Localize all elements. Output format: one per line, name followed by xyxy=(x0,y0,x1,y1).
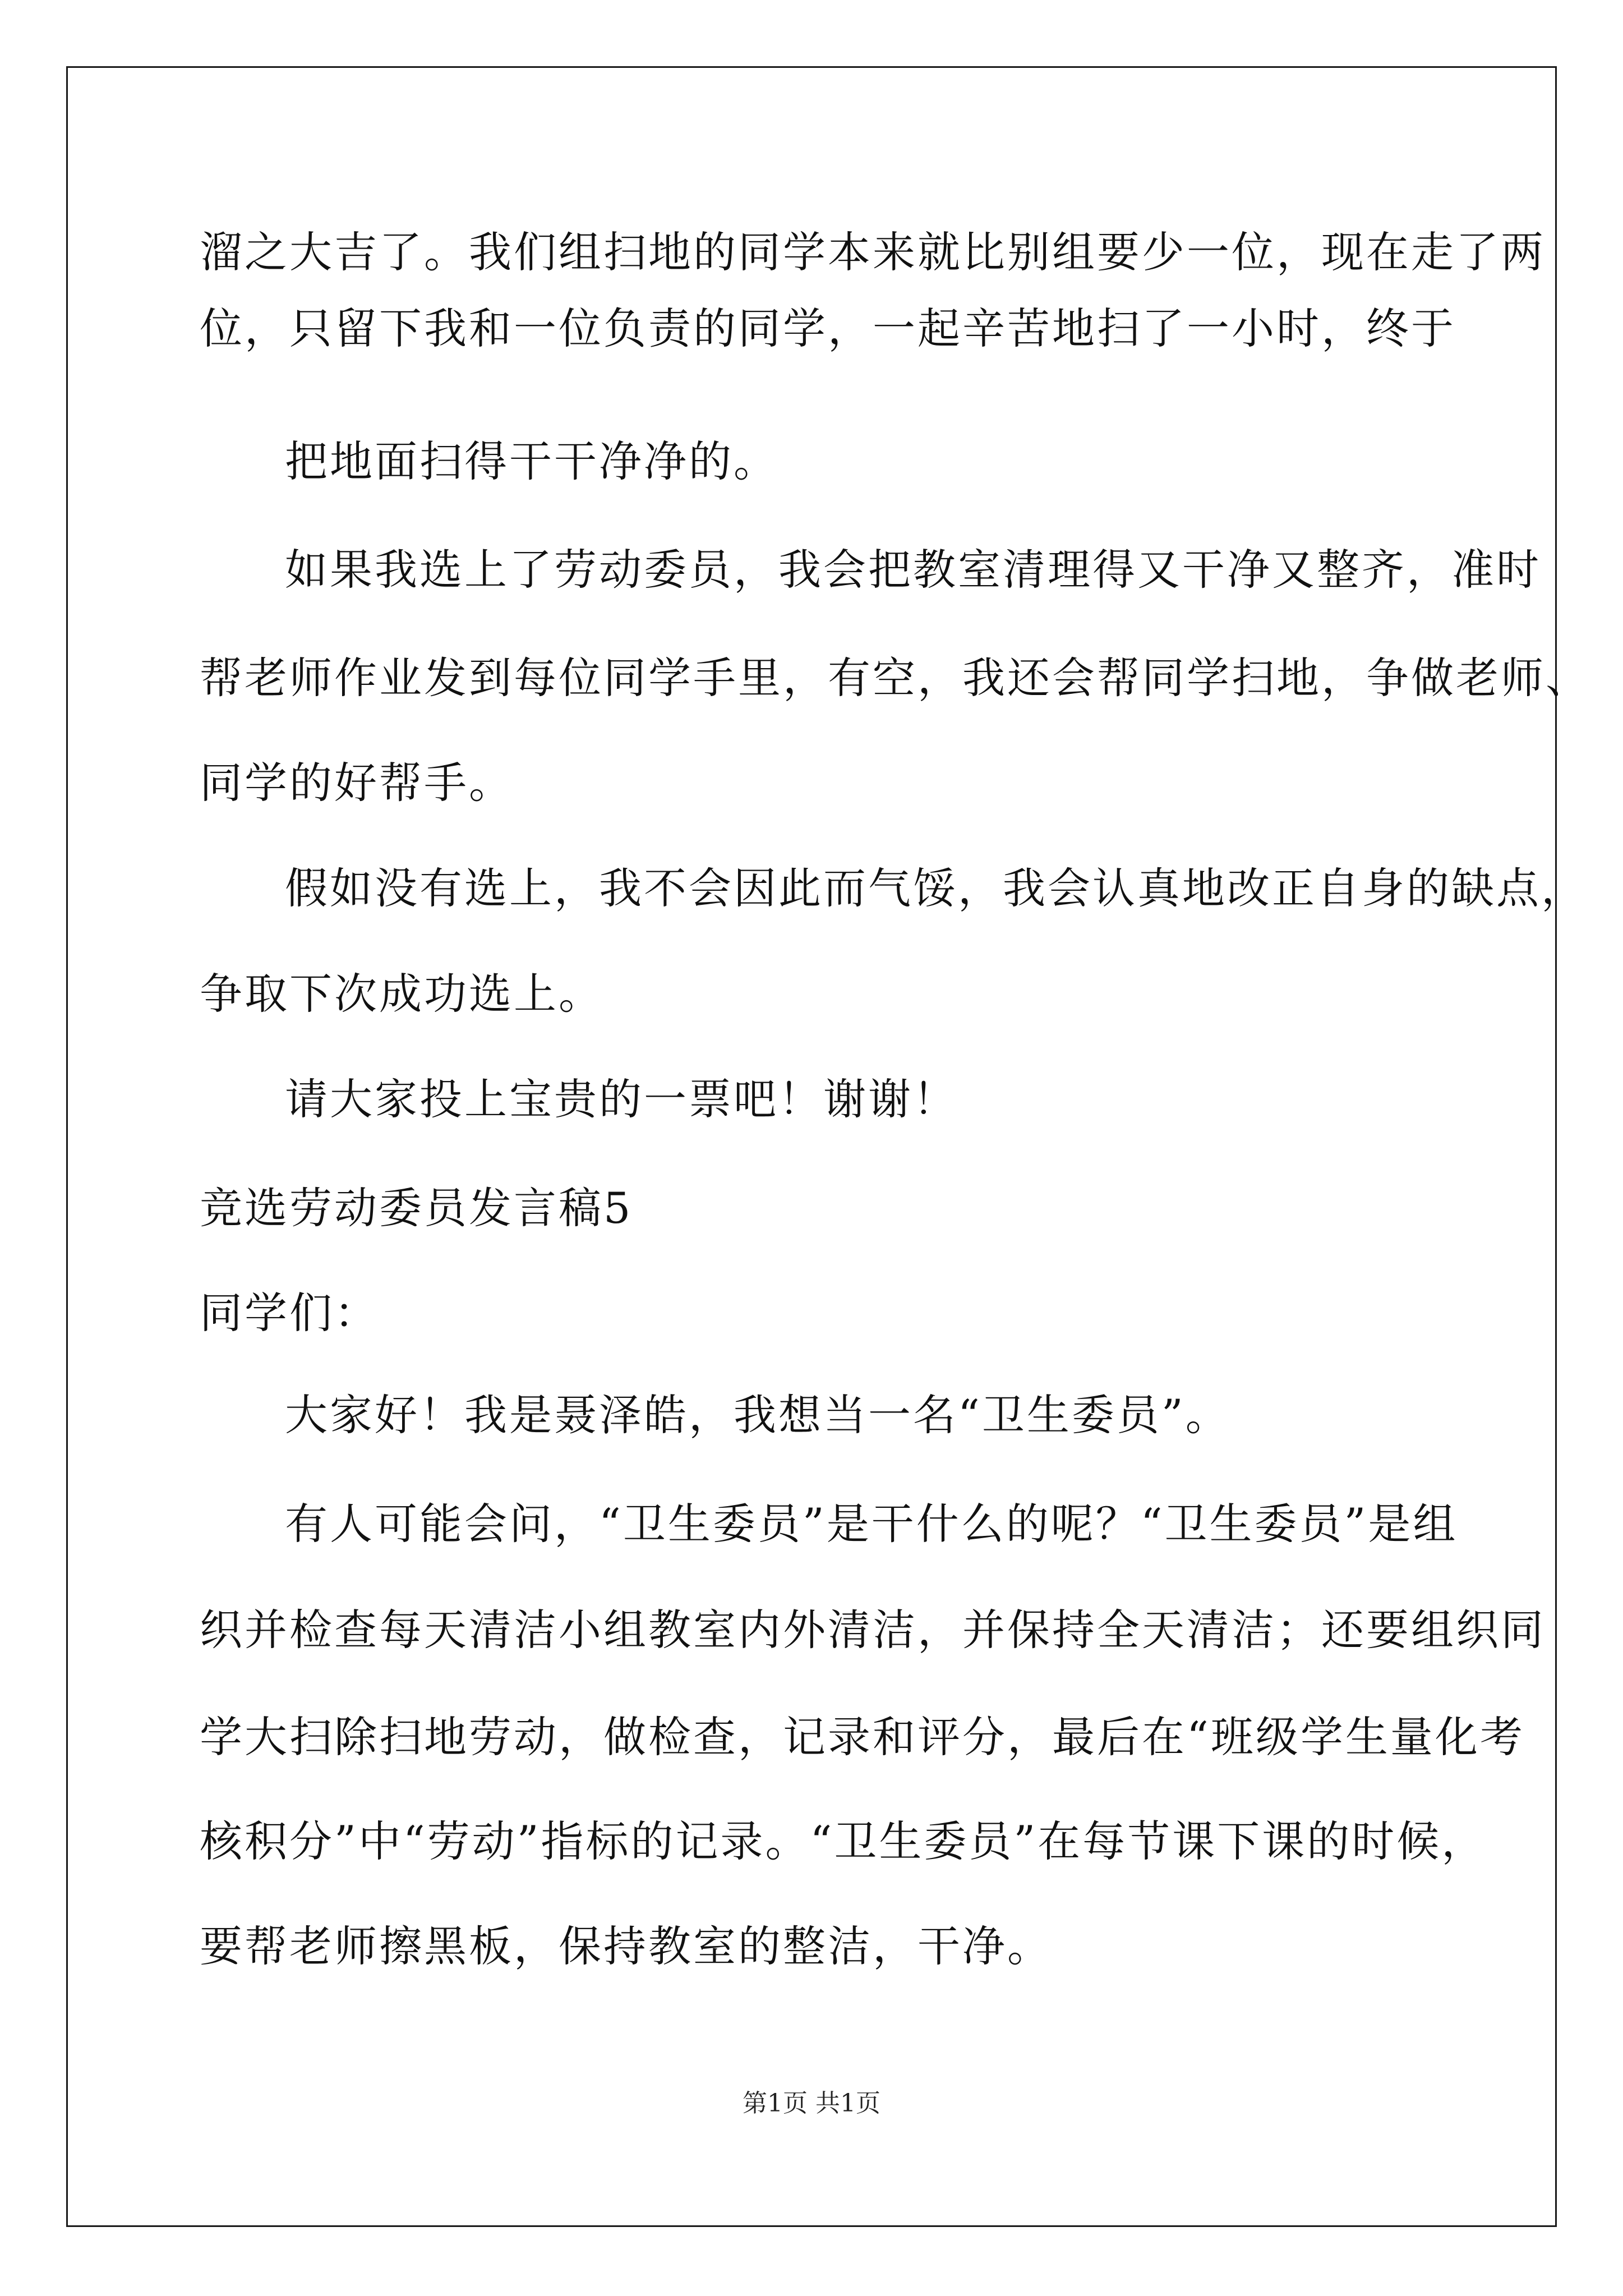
text-line: 帮老师作业发到每位同学手里，有空，我还会帮同学扫地，争做老师、 xyxy=(200,653,1590,703)
text-line: 织并检查每天清洁小组教室内外清洁，并保持全天清洁；还要组织同 xyxy=(200,1605,1546,1655)
text-line: 同学的好帮手。 xyxy=(200,758,514,808)
page-border xyxy=(66,66,1557,2227)
text-line: 大家好！我是聂泽皓，我想当一名“卫生委员”。 xyxy=(285,1390,1230,1440)
text-line: 溜之大吉了。我们组扫地的同学本来就比别组要少一位，现在走了两 xyxy=(200,227,1546,277)
text-line: 如果我选上了劳动委员，我会把教室清理得又干净又整齐，准时 xyxy=(285,545,1541,595)
text-line: 要帮老师擦黑板，保持教室的整洁，干净。 xyxy=(200,1921,1052,1971)
text-line: 有人可能会问，“卫生委员”是干什么的呢？“卫生委员”是组 xyxy=(285,1499,1458,1549)
text-line: 位，只留下我和一位负责的同学，一起辛苦地扫了一小时，终于 xyxy=(200,303,1456,353)
text-line: 学大扫除扫地劳动，做检查，记录和评分，最后在“班级学生量化考 xyxy=(200,1712,1525,1762)
page-footer: 第1页 共1页 xyxy=(743,2089,880,2118)
text-line: 把地面扫得干干净净的。 xyxy=(285,436,778,486)
salutation: 同学们： xyxy=(200,1288,379,1338)
text-line: 核积分”中“劳动”指标的记录。“卫生委员”在每节课下课的时候， xyxy=(200,1816,1487,1866)
text-line: 假如没有选上，我不会因此而气馁，我会认真地改正自身的缺点， xyxy=(285,863,1586,913)
text-line: 请大家投上宝贵的一票吧！谢谢！ xyxy=(285,1074,958,1124)
text-line: 争取下次成功选上。 xyxy=(200,969,603,1019)
section-heading: 竞选劳动委员发言稿5 xyxy=(200,1183,633,1233)
